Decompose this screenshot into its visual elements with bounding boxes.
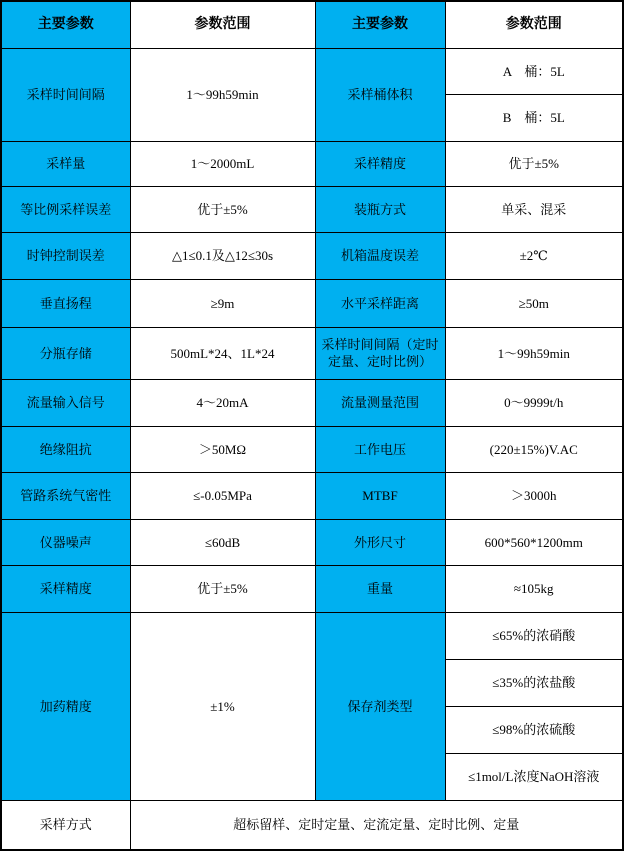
cell-weight-label: 重量 xyxy=(315,565,445,612)
cell-dimensions-label: 外形尺寸 xyxy=(315,519,445,565)
cell-sampling-mode-value: 超标留样、定时定量、定流定量、定时比例、定量 xyxy=(130,800,623,850)
cell-dosing-precision-label: 加药精度 xyxy=(1,612,130,800)
cell-preservative-nitric: ≤65%的浓硝酸 xyxy=(445,612,623,659)
cell-chassis-temp-value: ±2℃ xyxy=(445,232,623,279)
cell-bottling-mode-label: 装瓶方式 xyxy=(315,186,445,232)
row-sampling-mode xyxy=(1,800,623,850)
cell-insulation-label: 绝缘阻抗 xyxy=(1,426,130,472)
cell-flow-range-label: 流量测量范围 xyxy=(315,379,445,426)
cell-preservative-label: 保存剂类型 xyxy=(315,612,445,800)
cell-bottling-mode-value: 单采、混采 xyxy=(445,186,623,232)
cell-sample-volume-label: 采样量 xyxy=(1,141,130,186)
cell-working-voltage-label: 工作电压 xyxy=(315,426,445,472)
cell-bottle-storage-label: 分瓶存储 xyxy=(1,327,130,379)
row-sample-volume xyxy=(1,141,623,186)
cell-sampling-interval-value: 1～99h59min xyxy=(130,48,315,141)
cell-sampling-mode-label: 采样方式 xyxy=(1,800,130,850)
cell-preservative-naoh: ≤1mol/L浓度NaOH溶液 xyxy=(445,753,623,800)
cell-ratio-error-label: 等比例采样误差 xyxy=(1,186,130,232)
row-sampling-interval xyxy=(1,48,623,94)
row-instrument-noise xyxy=(1,519,623,565)
row-airtightness xyxy=(1,472,623,519)
cell-sample-volume-value: 1～2000mL xyxy=(130,141,315,186)
cell-instrument-noise-value: ≤60dB xyxy=(130,519,315,565)
header-main-params-right: 主要参数 xyxy=(315,1,445,48)
row-bottle-storage xyxy=(1,327,623,379)
cell-vertical-lift-value: ≥9m xyxy=(130,279,315,327)
row-flow-input xyxy=(1,379,623,426)
cell-bucket-a-value: A 桶：5L xyxy=(445,48,623,94)
cell-airtightness-value: ≤-0.05MPa xyxy=(130,472,315,519)
header-param-range-right: 参数范围 xyxy=(445,1,623,48)
cell-insulation-value: ＞50MΩ xyxy=(130,426,315,472)
header-param-range-left: 参数范围 xyxy=(130,1,315,48)
cell-preservative-sulfuric: ≤98%的浓硫酸 xyxy=(445,706,623,753)
cell-bottle-storage-value: 500mL*24、1L*24 xyxy=(130,327,315,379)
header-row xyxy=(1,1,623,48)
cell-clock-error-label: 时钟控制误差 xyxy=(1,232,130,279)
row-dosing-precision xyxy=(1,612,623,659)
cell-sampling-accuracy-value: 优于±5% xyxy=(130,565,315,612)
cell-mtbf-value: ＞3000h xyxy=(445,472,623,519)
row-sampling-accuracy xyxy=(1,565,623,612)
cell-sampling-precision-label: 采样精度 xyxy=(315,141,445,186)
cell-flow-input-value: 4～20mA xyxy=(130,379,315,426)
cell-instrument-noise-label: 仪器噪声 xyxy=(1,519,130,565)
cell-horizontal-distance-value: ≥50m xyxy=(445,279,623,327)
cell-weight-value: ≈105kg xyxy=(445,565,623,612)
cell-vertical-lift-label: 垂直扬程 xyxy=(1,279,130,327)
cell-flow-input-label: 流量输入信号 xyxy=(1,379,130,426)
cell-working-voltage-value: (220±15%)V.AC xyxy=(445,426,623,472)
cell-timed-interval-label: 采样时间间隔（定时定量、定时比例） xyxy=(315,327,445,379)
cell-timed-interval-value: 1～99h59min xyxy=(445,327,623,379)
cell-chassis-temp-label: 机箱温度误差 xyxy=(315,232,445,279)
cell-mtbf-label: MTBF xyxy=(315,472,445,519)
cell-dosing-precision-value: ±1% xyxy=(130,612,315,800)
cell-flow-range-value: 0～9999t/h xyxy=(445,379,623,426)
cell-sampling-accuracy-label: 采样精度 xyxy=(1,565,130,612)
cell-bucket-volume-label: 采样桶体积 xyxy=(315,48,445,141)
header-main-params-left: 主要参数 xyxy=(1,1,130,48)
cell-bucket-b-value: B 桶：5L xyxy=(445,94,623,141)
cell-airtightness-label: 管路系统气密性 xyxy=(1,472,130,519)
cell-horizontal-distance-label: 水平采样距离 xyxy=(315,279,445,327)
cell-ratio-error-value: 优于±5% xyxy=(130,186,315,232)
cell-sampling-precision-value: 优于±5% xyxy=(445,141,623,186)
cell-dimensions-value: 600*560*1200mm xyxy=(445,519,623,565)
row-ratio-error xyxy=(1,186,623,232)
cell-sampling-interval-label: 采样时间间隔 xyxy=(1,48,130,141)
cell-preservative-hydrochloric: ≤35%的浓盐酸 xyxy=(445,659,623,706)
row-clock-error xyxy=(1,232,623,279)
row-insulation xyxy=(1,426,623,472)
cell-clock-error-value: △1≤0.1及△12≤30s xyxy=(130,232,315,279)
row-vertical-lift xyxy=(1,279,623,327)
